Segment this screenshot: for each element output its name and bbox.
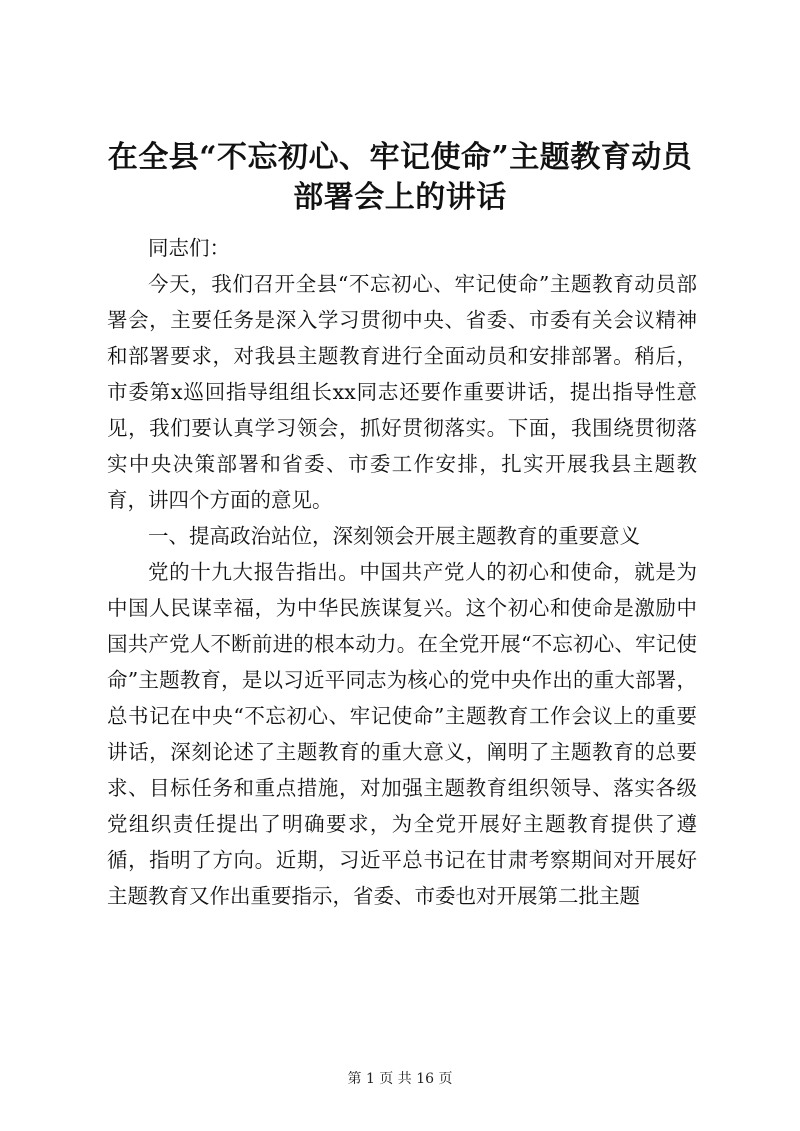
page-footer: 第 1 页 共 16 页 [347, 1071, 453, 1087]
paragraph-body: 党的十九大报告指出。中国共产党人的初心和使命，就是为中国人民谋幸福，为中华民族谋复兴。这个初心和使命是激励中国共产党人不断前进的根本动力。在全党开展“不忘初心、牢记使命”主题教育，是以习近平同志为核心的党中央作出的重大部署，总书记在中央“不忘初心、牢记使命”主题教育工作会议上的重要讲话，深刻论述了主题教育的重大意义，阐明了主题教育的总要求、目标任务和重点措施，对加强主题教育组织领导、落实各级党组织责任提出了明确要求，为全党开展好主题教育提供了遵循，指明了方向。近期，习近平总书记在甘肃考察期间对开展好主题教育又作出重要指示，省委、市委也对开展第二批主题 [107, 560, 697, 908]
salutation: 同志们： [148, 236, 230, 260]
paragraph-intro: 今天，我们召开全县“不忘初心、牢记使命”主题教育动员部署会，主要任务是深入学习贯彻中央、省委、市委有关会议精神和部署要求，对我县主题教育进行全面动员和安排部署。稍后，市委第x巡回指导组组长xx同志还要作重要讲话，提出指导性意见，我们要认真学习领会，抓好贯彻落实。下面，我围绕贯彻落实中央决策部署和省委、市委工作安排，扎实开展我县主题教育，讲四个方面的意见。 [107, 272, 697, 512]
page-title: 在全县“不忘初心、牢记使命”主题教育动员部署会上的讲话 [107, 140, 693, 215]
document-body [107, 230, 697, 914]
section-heading: 一、提高政治站位，深刻领会开展主题教育的重要意义 [148, 524, 640, 548]
